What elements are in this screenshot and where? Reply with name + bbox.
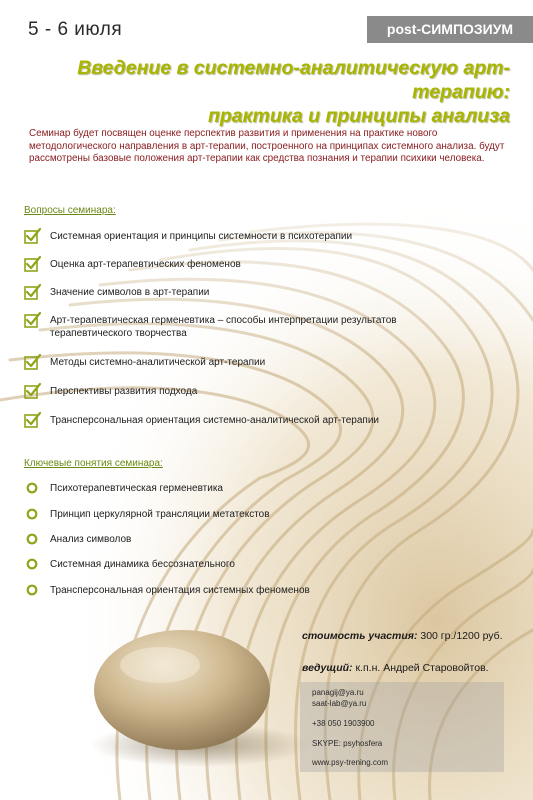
question-text: Оценка арт-терапевтических феноменов	[50, 259, 241, 270]
ring-icon	[26, 558, 38, 570]
checkmark-box-icon	[24, 283, 42, 301]
contact-email-1[interactable]: panagij@ya.ru	[312, 688, 364, 697]
contact-phone: +38 050 1903900	[312, 719, 375, 728]
checkmark-box-icon	[24, 382, 42, 400]
question-text: Арт-терапевтическая герменевтика – способы интерпретации результатов терапевтического творчества	[50, 315, 397, 339]
checkmark-box-icon	[24, 227, 42, 245]
contact-website-link[interactable]: www.psy-trening.com	[312, 758, 389, 767]
checkmark-box-icon	[24, 311, 42, 329]
ring-icon	[26, 508, 38, 520]
contact-email-2[interactable]: saat-lab@ya.ru	[312, 699, 367, 708]
lead-line	[302, 662, 489, 674]
seminar-title-line-1: Введение в системно-аналитическую арт-терапию:	[77, 57, 510, 103]
contact-skype: SKYPE: psyhosfera	[312, 739, 383, 748]
ring-icon	[26, 584, 38, 596]
lead-value: к.п.н. Андрей Старовойтов.	[355, 662, 489, 674]
question-text: Системная ориентация и принципы системности в психотерапии	[50, 231, 353, 242]
question-text: Перспективы развития подхода	[50, 386, 198, 397]
checkmark-box-icon	[24, 353, 42, 371]
concept-text: Психотерапевтическая герменевтика	[50, 483, 223, 494]
price-value: 300 гр./1200 руб.	[420, 630, 503, 642]
concepts-heading: Ключевые понятия семинара:	[24, 458, 163, 469]
question-text: Значение символов в арт-терапии	[50, 287, 210, 298]
price-label: стоимость участия:	[302, 630, 418, 642]
seminar-description: Семинар будет посвящен оценке перспектив развития и применения на практике нового методологического направления в арт-терапии, построенного на принципах системного анализа. будут рассмотрены базовые положения арт-терапии как средства познания и терапии психики человека.	[29, 128, 505, 165]
contact-box	[300, 682, 504, 772]
ring-icon	[26, 482, 38, 494]
concept-text: Трансперсональная ориентация системных феноменов	[50, 585, 310, 596]
concept-text: Принцип церкулярной трансляции метатекстов	[50, 509, 270, 520]
event-date: 5 - 6 июля	[28, 19, 123, 40]
checkmark-box-icon	[24, 255, 42, 273]
price-line	[302, 630, 503, 642]
question-text: Трансперсональная ориентация системно-аналитической арт-терапии	[50, 415, 380, 426]
seminar-title-line-2: практика и принципы анализа	[207, 105, 510, 127]
concept-text: Анализ символов	[50, 534, 132, 545]
concept-text: Системная динамика бессознательного	[50, 559, 235, 570]
checkmark-box-icon	[24, 411, 42, 429]
event-type-badge: post-СИМПОЗИУМ	[367, 16, 533, 43]
question-text: Методы системно-аналитической арт-терапии	[50, 357, 266, 368]
questions-heading: Вопросы семинара:	[24, 205, 116, 216]
lead-label: ведущий:	[302, 662, 353, 674]
seminar-title	[20, 56, 510, 128]
ring-icon	[26, 533, 38, 545]
